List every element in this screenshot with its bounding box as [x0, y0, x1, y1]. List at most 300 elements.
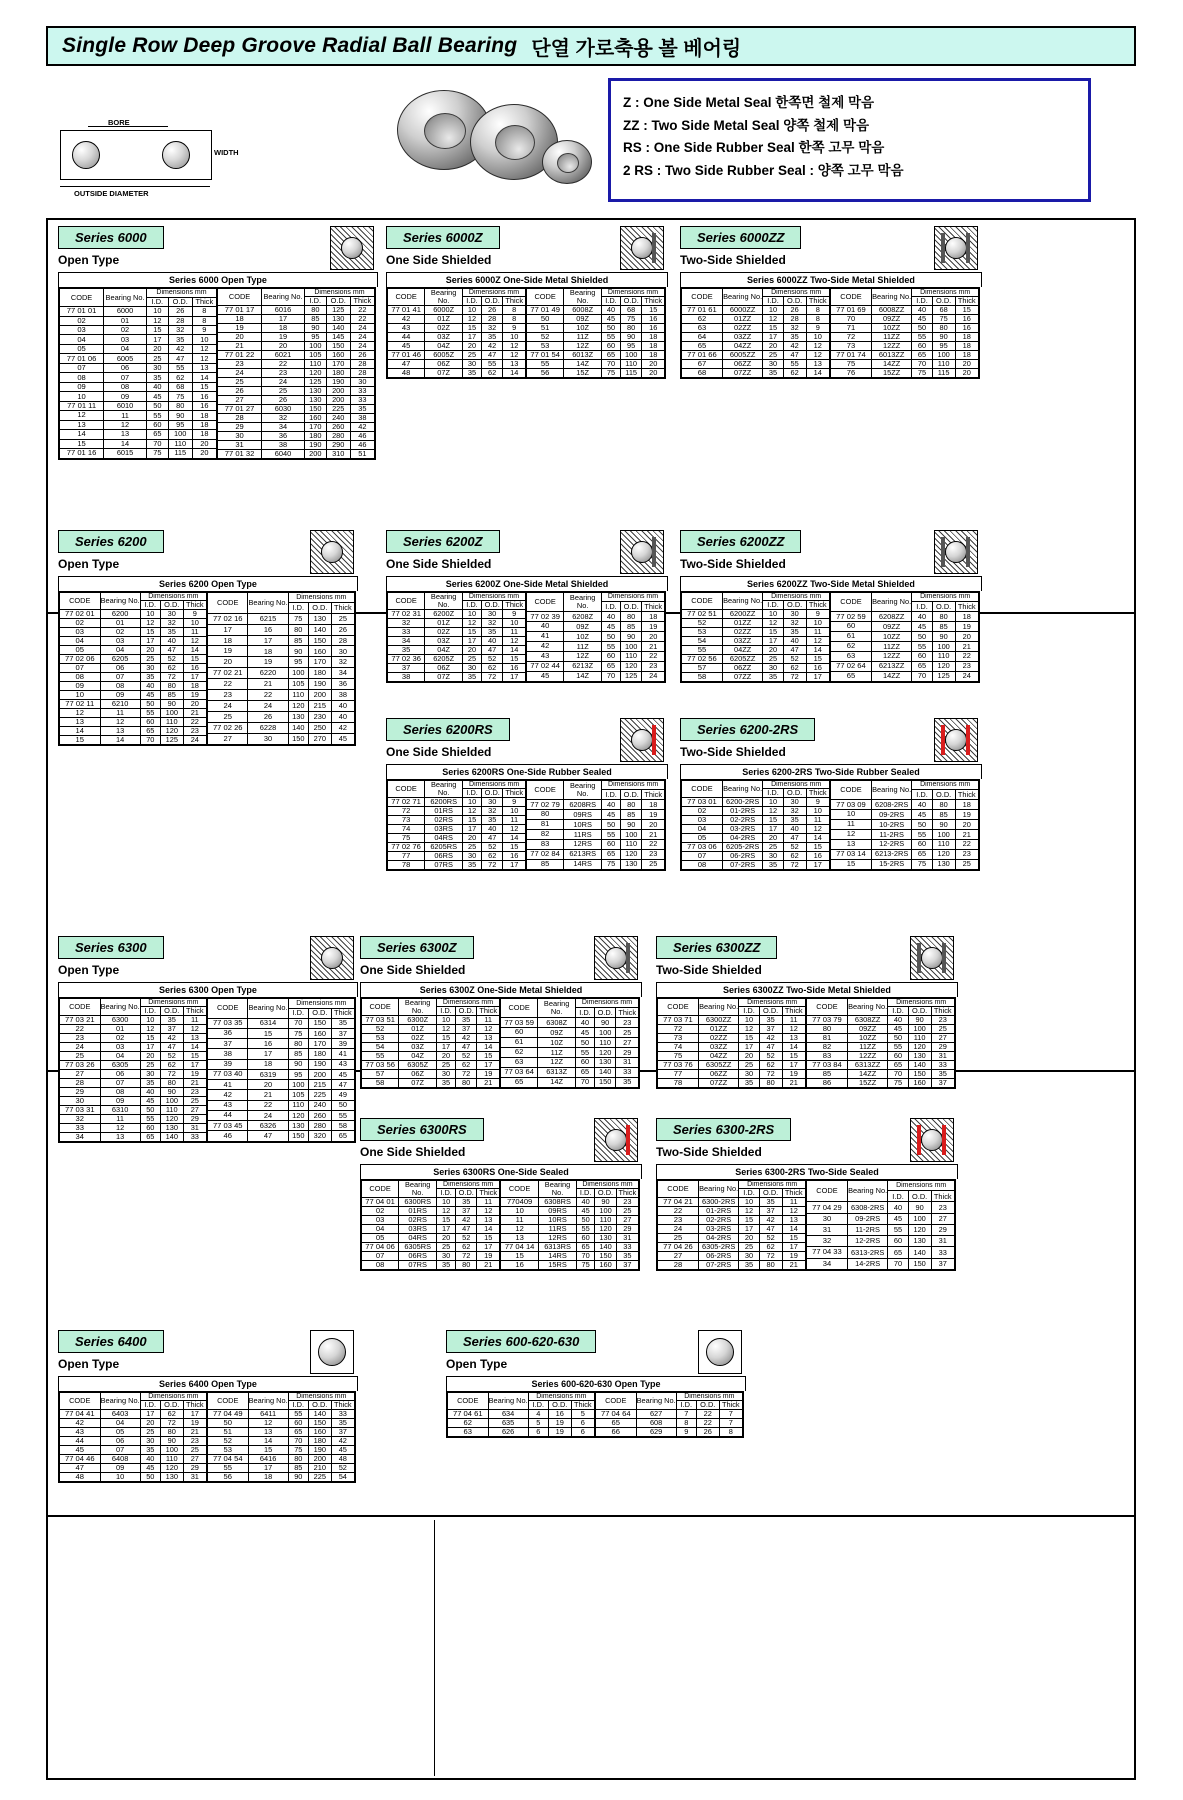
- cell-bearing-no: 06ZZ: [698, 1069, 738, 1078]
- cell-id: 20: [437, 1233, 456, 1242]
- cell-code: 53: [208, 1445, 249, 1454]
- header-thick: Thick: [503, 789, 526, 798]
- cell-od: 80: [620, 324, 642, 333]
- bearing-type-icon[interactable]: [310, 530, 354, 574]
- cell-bearing-no: 07: [104, 373, 147, 382]
- series-pill: Series 6300-2RS: [656, 1118, 791, 1141]
- header-code: CODE: [208, 1393, 249, 1410]
- cell-od: 100: [908, 1025, 931, 1034]
- cell-bearing-no: 04: [100, 1419, 140, 1428]
- cell-thick: 21: [782, 1260, 805, 1269]
- cell-thick: 25: [931, 1025, 954, 1034]
- cell-code: 08: [60, 672, 101, 681]
- cell-thick: 19: [477, 1251, 500, 1260]
- cell-od: 72: [160, 672, 183, 681]
- series-table-right: [830, 592, 979, 682]
- cell-id: 7: [676, 1410, 696, 1419]
- cell-id: 60: [288, 1419, 308, 1428]
- cell-code: 63: [448, 1428, 489, 1437]
- cell-thick: 18: [955, 350, 978, 359]
- cell-id: 35: [146, 373, 168, 382]
- cell-id: 50: [602, 631, 621, 641]
- series-pill: Series 6000: [58, 226, 164, 249]
- header-bearing-no: Bearing No.: [564, 781, 602, 800]
- cell-thick: 30: [350, 377, 374, 386]
- bearing-type-icon[interactable]: [934, 718, 978, 762]
- cell-bearing-no: 22: [262, 359, 305, 368]
- cell-code: 33: [388, 628, 425, 637]
- cell-bearing-no: 12: [104, 420, 147, 429]
- cell-od: 32: [481, 324, 503, 333]
- cell-bearing-no: 24: [262, 377, 305, 386]
- header-code: CODE: [362, 1181, 399, 1198]
- cell-od: 30: [481, 610, 503, 619]
- cell-thick: 21: [955, 829, 978, 839]
- cell-code: 29: [60, 1087, 101, 1096]
- bearing-type-icon[interactable]: [934, 530, 978, 574]
- table-header-row: [501, 999, 639, 1008]
- cell-thick: 10: [183, 619, 206, 628]
- cell-code: 33: [60, 1123, 101, 1132]
- cell-bearing-no: 6213-2RS: [871, 849, 911, 859]
- cell-thick: 18: [955, 612, 978, 622]
- header-dimensions: Dimensions mm: [602, 593, 665, 602]
- cell-id: 50: [146, 401, 168, 410]
- cell-bearing-no: 13: [248, 1428, 288, 1437]
- cell-thick: 9: [183, 610, 206, 619]
- cell-code: 77 01 49: [527, 306, 564, 315]
- cell-od: 180: [326, 368, 350, 377]
- cell-thick: 9: [192, 325, 216, 334]
- header-bearing-no: Bearing No.: [722, 289, 762, 306]
- header-id: I.D.: [463, 601, 482, 610]
- cell-code: 14: [60, 726, 101, 735]
- cell-id: 60: [140, 717, 160, 726]
- cell-od: 90: [932, 631, 955, 641]
- cell-bearing-no: 06RS: [425, 851, 463, 860]
- label-outside-diameter: OUTSIDE DIAMETER: [74, 189, 149, 198]
- label-width: WIDTH: [214, 148, 239, 157]
- cell-thick: 18: [642, 341, 665, 350]
- cell-code: 35: [388, 645, 425, 654]
- series-table: [656, 997, 956, 1089]
- cell-id: 75: [912, 859, 932, 869]
- bearing-type-icon[interactable]: [310, 936, 354, 980]
- seal-marker: [626, 943, 630, 973]
- header-dimensions: Dimensions mm: [763, 289, 830, 297]
- cell-id: 40: [146, 382, 168, 391]
- cell-od: 280: [326, 431, 350, 440]
- cell-thick: 49: [331, 1090, 354, 1100]
- cell-thick: 42: [331, 1437, 354, 1446]
- cell-code: 77 03 01: [682, 798, 723, 807]
- cell-bearing-no: 20: [262, 341, 305, 350]
- header-id: I.D.: [763, 789, 783, 798]
- cell-id: 20: [763, 833, 783, 842]
- cell-id: 90: [288, 1472, 308, 1481]
- legend-item-zz: ZZ : Two Side Metal Seal 양쪽 철제 막음: [623, 117, 870, 133]
- cell-bearing-no: 09-2RS: [871, 809, 911, 819]
- table-header-row: [448, 1393, 595, 1401]
- bearing-type-icon[interactable]: [330, 226, 374, 270]
- cell-od: 120: [620, 661, 642, 671]
- cell-bearing-no: 10Z: [564, 631, 602, 641]
- cell-id: 45: [912, 315, 932, 324]
- bearing-type-icon[interactable]: [910, 936, 954, 980]
- cell-bearing-no: 03RS: [425, 825, 463, 834]
- series-table: [656, 1179, 956, 1271]
- table-caption: Series 6000 Open Type: [58, 272, 378, 287]
- table-caption: Series 6300ZZ Two-Side Metal Shielded: [656, 982, 958, 997]
- cell-od: 26: [783, 306, 806, 315]
- cell-thick: 20: [192, 439, 216, 448]
- cell-bearing-no: 6308ZZ: [847, 1016, 887, 1025]
- header-thick: Thick: [642, 790, 665, 800]
- cell-thick: 9: [503, 610, 526, 619]
- table-row: [807, 1078, 955, 1087]
- cell-thick: 9: [806, 798, 829, 807]
- cell-bearing-no: 07RS: [399, 1260, 437, 1269]
- header-code: CODE: [831, 593, 872, 612]
- cell-od: 62: [482, 851, 503, 860]
- cell-code: 43: [527, 651, 564, 661]
- header-thick: Thick: [503, 297, 526, 306]
- cell-id: 105: [288, 679, 308, 690]
- cell-od: 160: [908, 1078, 931, 1087]
- cell-od: 75: [932, 315, 955, 324]
- bearing-type-icon[interactable]: [620, 226, 664, 270]
- cell-thick: 21: [955, 641, 978, 651]
- cell-code: 82: [527, 829, 564, 839]
- cell-code: 65: [831, 671, 872, 681]
- cell-thick: 12: [192, 354, 216, 363]
- cell-code: 52: [682, 619, 723, 628]
- table-caption: Series 6300RS One-Side Sealed: [360, 1164, 642, 1179]
- cell-code: 07: [60, 663, 101, 672]
- cell-code: 30: [218, 431, 262, 440]
- cell-id: 90: [288, 1059, 308, 1069]
- cell-thick: 45: [331, 733, 354, 744]
- cell-bearing-no: 11Z: [538, 1047, 576, 1057]
- header-od: O.D.: [621, 790, 642, 800]
- cell-thick: 31: [616, 1233, 638, 1242]
- bearing-type-icon[interactable]: [698, 1330, 742, 1374]
- cell-bearing-no: 627: [636, 1410, 676, 1419]
- cell-code: 77 02 71: [388, 798, 425, 807]
- cell-thick: 14: [806, 368, 829, 377]
- cell-id: 200: [304, 449, 326, 458]
- bearing-dimension-diagram: [52, 118, 239, 200]
- cell-thick: 10: [503, 333, 526, 342]
- cell-bearing-no: 36: [262, 431, 305, 440]
- cell-code: 13: [60, 717, 101, 726]
- cell-id: 12: [437, 1025, 456, 1034]
- header-id: I.D.: [739, 1189, 759, 1198]
- table-row: [831, 849, 979, 859]
- table-row: [60, 373, 217, 382]
- cell-thick: 11: [477, 1016, 500, 1025]
- table-row: [208, 733, 355, 744]
- cell-thick: 10: [806, 619, 829, 628]
- cell-od: 72: [759, 1251, 782, 1260]
- cell-thick: 13: [183, 1034, 206, 1043]
- seal-marker: [941, 233, 945, 263]
- cell-bearing-no: 11Z: [564, 641, 602, 651]
- ball-icon: [72, 141, 100, 169]
- legend-item-rs: RS : One Side Rubber Seal 한쪽 고무 막음: [623, 140, 885, 155]
- cell-code: 25: [60, 1051, 101, 1060]
- cell-code: 77 01 61: [682, 306, 723, 315]
- cell-thick: 8: [806, 315, 829, 324]
- cell-code: 02: [682, 807, 723, 816]
- cell-od: 150: [908, 1069, 931, 1078]
- ball-icon: [921, 947, 943, 969]
- cell-thick: 18: [955, 800, 978, 810]
- cell-od: 52: [783, 842, 806, 851]
- cell-bearing-no: 14Z: [564, 359, 602, 368]
- cell-thick: 18: [192, 420, 216, 429]
- cell-id: 65: [140, 1132, 160, 1141]
- table-row: [60, 699, 207, 708]
- cell-thick: 35: [931, 1069, 954, 1078]
- cell-bearing-no: 07Z: [399, 1078, 437, 1087]
- cell-od: 310: [326, 449, 350, 458]
- cell-bearing-no: 07Z: [425, 672, 463, 681]
- cell-bearing-no: 14: [248, 1437, 288, 1446]
- table-caption: Series 6300 Open Type: [58, 982, 358, 997]
- cell-thick: 24: [350, 341, 374, 350]
- cell-od: 290: [326, 440, 350, 449]
- header-bearing-no: Bearing No.: [100, 1393, 140, 1410]
- series-subtitle: Open Type: [446, 1357, 508, 1371]
- header-bearing-no: Bearing No.: [564, 289, 602, 306]
- cell-code: 56: [527, 368, 564, 377]
- table-row: [60, 439, 217, 448]
- bearing-type-icon[interactable]: [934, 226, 978, 270]
- cell-id: 90: [304, 324, 326, 333]
- bearing-type-icon[interactable]: [310, 1330, 354, 1374]
- series-pill: Series 6200RS: [386, 718, 510, 741]
- cell-bearing-no: 25: [262, 386, 305, 395]
- table-row: [208, 1121, 355, 1131]
- header-id: I.D.: [912, 790, 932, 800]
- table-row: [60, 401, 217, 410]
- cell-code: 77 04 26: [658, 1242, 699, 1251]
- bearing-type-icon[interactable]: [594, 1118, 638, 1162]
- cell-bearing-no: 23: [262, 368, 305, 377]
- cell-bearing-no: 03Z: [425, 637, 463, 646]
- cell-bearing-no: 04: [100, 1051, 140, 1060]
- cell-bearing-no: 6005Z: [425, 350, 463, 359]
- cell-thick: 33: [931, 1060, 954, 1069]
- cell-bearing-no: 11Z: [564, 333, 602, 342]
- cell-bearing-no: 47: [248, 1131, 288, 1141]
- cell-od: 160: [308, 1428, 331, 1437]
- cell-id: 125: [304, 377, 326, 386]
- divider: [46, 1778, 1136, 1780]
- cell-code: 77 01 01: [60, 307, 104, 316]
- series-table: [58, 287, 376, 460]
- bearing-type-icon[interactable]: [620, 530, 664, 574]
- cell-bearing-no: 6010: [104, 401, 147, 410]
- table-row: [60, 726, 207, 735]
- table-row: [501, 1057, 639, 1067]
- cell-bearing-no: 11: [100, 708, 140, 717]
- cell-bearing-no: 6305ZZ: [698, 1060, 738, 1069]
- cell-bearing-no: 14Z: [564, 671, 602, 681]
- header-bearing-no: Bearing No.: [722, 593, 762, 610]
- cell-id: 35: [140, 1445, 160, 1454]
- cell-thick: 16: [642, 324, 665, 333]
- cell-od: 72: [482, 860, 503, 869]
- cell-code: 07: [362, 1251, 399, 1260]
- header-id: I.D.: [304, 297, 326, 306]
- ball-icon: [706, 1338, 734, 1366]
- cell-bearing-no: 34: [262, 422, 305, 431]
- ball-icon: [945, 541, 967, 563]
- cell-id: 70: [888, 1258, 908, 1269]
- table-row: [208, 1110, 355, 1120]
- cell-thick: 51: [350, 449, 374, 458]
- cell-bearing-no: 12Z: [538, 1057, 576, 1067]
- cell-thick: 16: [955, 324, 978, 333]
- cell-bearing-no: 04ZZ: [722, 341, 762, 350]
- cell-code: 56: [208, 1472, 249, 1481]
- cell-thick: 20: [955, 359, 978, 368]
- header-dimensions: Dimensions mm: [140, 593, 206, 601]
- cell-id: 60: [602, 341, 621, 350]
- cell-code: 13: [831, 839, 872, 849]
- cell-bearing-no: 6205RS: [425, 842, 463, 851]
- cell-bearing-no: 14-2RS: [847, 1258, 887, 1269]
- cell-od: 90: [932, 819, 955, 829]
- header-od: O.D.: [759, 1189, 782, 1198]
- cell-od: 200: [309, 690, 332, 701]
- cell-thick: 23: [642, 661, 665, 671]
- cell-od: 90: [168, 411, 192, 420]
- cell-bearing-no: 19: [248, 657, 288, 668]
- cell-bearing-no: 01: [104, 316, 147, 325]
- cell-od: 62: [160, 1410, 183, 1419]
- cell-od: 260: [326, 422, 350, 431]
- cell-od: 100: [160, 1445, 183, 1454]
- cell-code: 09: [60, 681, 101, 690]
- cell-od: 110: [932, 651, 955, 661]
- cell-thick: 17: [477, 1060, 500, 1069]
- cell-bearing-no: 26: [262, 395, 305, 404]
- series-section: [680, 226, 1040, 379]
- cell-code: 47: [60, 1463, 101, 1472]
- cell-bearing-no: 6213ZZ: [871, 661, 911, 671]
- cell-code: 28: [60, 1078, 101, 1087]
- table-row: [831, 839, 979, 849]
- cell-od: 52: [481, 654, 503, 663]
- cell-bearing-no: 6008Z: [564, 306, 602, 315]
- header-dimensions: Dimensions mm: [288, 593, 354, 603]
- cell-code: 23: [60, 1034, 101, 1043]
- table-header-row: [60, 593, 207, 601]
- series-section: [656, 1118, 1016, 1271]
- cell-thick: 8: [719, 1428, 742, 1437]
- cell-od: 62: [783, 663, 806, 672]
- cell-code: 24: [658, 1225, 699, 1234]
- table-row: [208, 1028, 355, 1038]
- cell-code: 76: [831, 368, 872, 377]
- cell-thick: 35: [331, 1018, 354, 1028]
- table-header-row: [527, 593, 665, 602]
- cell-od: 140: [308, 1410, 331, 1419]
- table-row: [501, 1260, 639, 1269]
- cell-bearing-no: 11RS: [539, 1225, 577, 1234]
- seal-marker: [941, 537, 945, 567]
- header-code: CODE: [60, 289, 104, 307]
- cell-thick: 27: [931, 1213, 954, 1224]
- table-row: [208, 722, 355, 733]
- cell-id: 40: [888, 1016, 908, 1025]
- cell-od: 32: [482, 807, 503, 816]
- series-section: [446, 1330, 804, 1438]
- header-id: I.D.: [437, 1007, 456, 1016]
- table-row: [218, 386, 375, 395]
- cell-code: 29: [218, 422, 262, 431]
- header-thick: Thick: [192, 297, 216, 306]
- table-row: [807, 1224, 955, 1235]
- cell-od: 240: [309, 1100, 332, 1110]
- cell-id: 12: [463, 807, 482, 816]
- table-row: [60, 672, 207, 681]
- cell-code: 77 02 36: [388, 654, 425, 663]
- bearing-type-icon[interactable]: [620, 718, 664, 762]
- header-code: CODE: [596, 1393, 637, 1410]
- cell-od: 130: [594, 1057, 616, 1067]
- cell-od: 100: [595, 1207, 616, 1216]
- cell-code: 02: [362, 1207, 399, 1216]
- cell-code: 17: [208, 624, 248, 635]
- cell-thick: 40: [331, 711, 354, 722]
- bearing-type-icon[interactable]: [910, 1118, 954, 1162]
- cell-code: 07: [60, 363, 104, 372]
- series-table-left: [361, 998, 500, 1088]
- header-id: I.D.: [888, 1007, 908, 1016]
- cell-thick: 14: [503, 645, 526, 654]
- table-row: [501, 1067, 639, 1077]
- cell-od: 37: [455, 1025, 477, 1034]
- table-row: [658, 1260, 806, 1269]
- header-thick: Thick: [183, 1007, 206, 1016]
- cell-id: 25: [739, 1060, 759, 1069]
- bearing-type-icon[interactable]: [594, 936, 638, 980]
- cell-thick: 12: [782, 1025, 805, 1034]
- cell-bearing-no: 12Z: [564, 651, 602, 661]
- cell-od: 140: [908, 1060, 931, 1069]
- cell-thick: 8: [503, 306, 526, 315]
- cell-bearing-no: 22: [248, 1100, 288, 1110]
- cell-thick: 34: [331, 668, 354, 679]
- header-thick: Thick: [931, 1007, 954, 1016]
- cell-thick: 12: [806, 637, 829, 646]
- table-row: [527, 849, 665, 859]
- cell-code: 77 04 33: [807, 1247, 848, 1258]
- table-row: [218, 413, 375, 422]
- cell-code: 48: [60, 1472, 101, 1481]
- cell-code: 77 04 41: [60, 1410, 101, 1419]
- cell-thick: 13: [477, 1034, 500, 1043]
- cell-code: 52: [362, 1025, 399, 1034]
- cell-code: 77: [388, 851, 425, 860]
- cell-thick: 33: [931, 1247, 954, 1258]
- cell-thick: 27: [616, 1037, 639, 1047]
- cell-bearing-no: 09Z: [564, 315, 602, 324]
